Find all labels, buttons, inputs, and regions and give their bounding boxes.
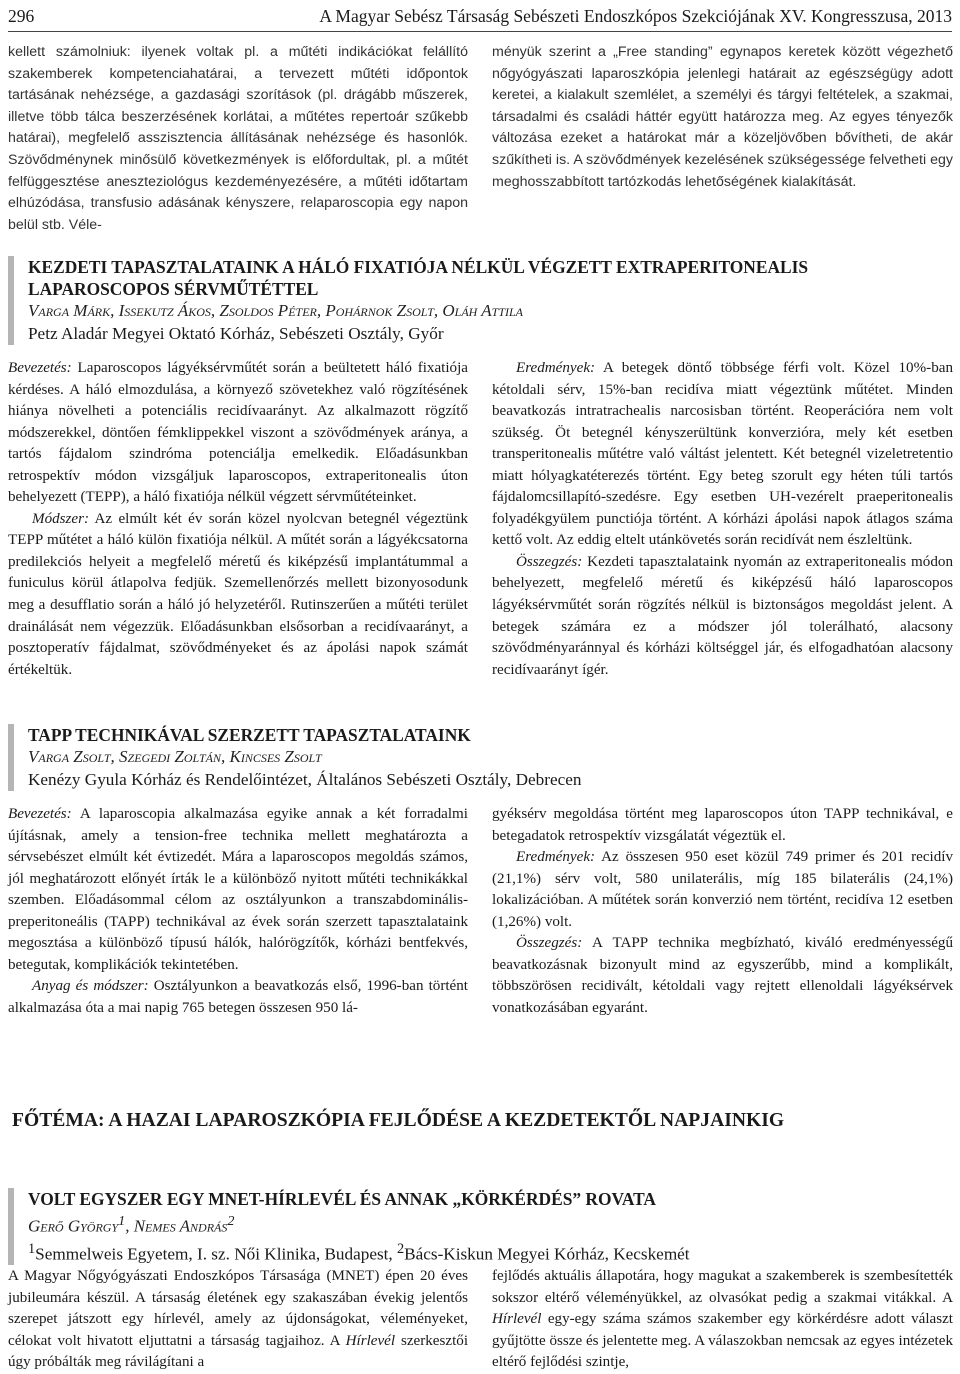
abstract2-summary-label: Összegzés: <box>516 935 583 952</box>
abstract3-left-emphasis: Hírlevél <box>345 1332 396 1349</box>
section-title: FŐTÉMA: A HAZAI LAPAROSZKÓPIA FEJLŐDÉSE A KEZDETEKTŐL NAPJAINKIG <box>12 1110 785 1131</box>
abstract1-results <box>492 358 953 552</box>
continuation-left-text: kellett számolniuk: ilyenek voltak pl. a műtéti indikációkat felállító szakemberek kompetenciahatárai, a tervezett műtéti időpontok tartásának nehézsége, a gazdasági szorítások (pl. drágább műszerek, illetve több tálca beszerzésének korlátai, a műtétes repertoár szűkebb határai), megfelelő asszisztencia állításának nehézsége és hasonlók. Szövődménynek minősülő következmények is előfordultak, pl. a műtét felfüggesztése aneszteziológus kezdeményezésére, a műtéti időtartam elhúzódása, transfusio adásának kényszere, relaparoscopia egy napon belül stb. Véle- <box>8 44 468 233</box>
abstract3-title: VOLT EGYSZER EGY MNET-HÍRLEVÉL ÉS ANNAK „KÖRKÉRDÉS” ROVATA <box>28 1189 656 1209</box>
abstract2-intro <box>8 804 468 976</box>
abstract1-authors: Varga Márk, Issekutz Ákos, Zsoldos Péter, Pohárnok Zsolt, Oláh Attila <box>28 301 524 320</box>
abstract2-method-label: Anyag és módszer: <box>32 978 149 995</box>
header-rule <box>8 31 952 32</box>
running-header <box>8 4 952 32</box>
abstract2-title: TAPP TECHNIKÁVAL SZERZETT TAPASZTALATAINK <box>28 725 471 745</box>
abstract2-summary <box>492 933 953 1019</box>
abstract3-right-emphasis: Hírlevél <box>492 1311 542 1328</box>
abstract2-intro-text: A laparoscopia alkalmazása egyike annak a két forradalmi újításnak, amely a tension-free technika mellett meghatározta a sérvsebészet elmúlt két évtizedét. Mára a laparoscopos megoldás számos, jól meghatározott előnyét írták le a különböző nyitott műtéti technikákkal szemben. Előadásommal célom az osztályunkon a transzabdominális-preperitoneális (TAPP) technikával az évek során szerzett tapasztalataink megosztása a különböző típusú hálók, halórögzítők, kórházi bentfekvés, betegutak, komplikációk tekintetében. <box>8 806 468 973</box>
abstract3-author2-sup: 2 <box>227 1213 235 1229</box>
abstract3-right-text <box>492 1266 953 1374</box>
abstract2-summary-text: A TAPP technika megbízható, kiváló eredményességű beavatkozásnak bizonyult mind az egyszerűbb, mind a komplikált, többszörösen recidivált, kétoldali vagy rejtett ellenoldali lágyéksérvek vonatkozásában egyaránt. <box>492 935 953 1016</box>
abstract2-results-text: Az összesen 950 eset közül 749 primer és 201 recidív (21,1%) sérv volt, 580 unilaterális, míg 185 bilaterális (24,1%) lokalizációban. A műtétek során konverzió nem történt, recidíva 12 esetben (1,26%) volt. <box>492 849 953 930</box>
abstract3-left-column <box>8 1266 468 1374</box>
abstract3-left-text-a: A Magyar Nőgyógyászati Endoszkópos Társasága (MNET) épen 20 éves jubileumára készül. A társaság életének egy szakaszában évekig jelentős szerepet játszott egy hírlevél, amely az újdonságokat, véleményeket, célokat volt hivatott eljuttatni a társaság tagjaihoz. A <box>8 1268 468 1349</box>
abstract2-results-label: Eredmények: <box>516 849 596 866</box>
abstract2-method <box>8 976 468 1019</box>
abstract1-intro <box>8 358 468 509</box>
abstract2-right-column <box>492 804 953 1019</box>
abstract3-heading <box>8 1188 948 1265</box>
abstract3-right-column <box>492 1266 953 1374</box>
abstract3-affil2: Bács-Kiskun Megyei Kórház, Kecskemét <box>404 1244 690 1264</box>
abstract2-results <box>492 847 953 933</box>
abstract1-method <box>8 509 468 681</box>
abstract1-summary-text: Kezdeti tapasztalataink nyomán az extraperitonealis módon behelyezett, megfelelő méretű és kiképzésű háló laparoscopos lágyéksérvműtét során rögzítés nélkül is biztonságos megoldást jelent. A betegek számára ez a módszer jól tolerálható, alacsony szövődményaránnyal és kórházi költséggel jár, és elfogadhatóan alacsony recidívaarányt ígér. <box>492 553 953 678</box>
abstract3-affiliation <box>28 1238 948 1266</box>
abstract1-intro-text: Laparoscopos lágyéksérvműtét során a beültetett háló fixatiója kérdéses. A háló elmozdulása, a környező szövetekhez való rögzítésének hiánya növelheti a potenciális recidívaarányt. Az alkalmazott rögzítő módszerekkel, döntően fémklippekkel viszont a szövődmények aránya, a tartós fájdalom szindróma potenciálja emelkedik. Előadásunkban retrospektív módon vizsgáljuk laparoscopos, extraperitonealis úton behelyezett (TEPP), a háló fixatiója nélkül végzett sérvműtéteinket. <box>8 360 468 506</box>
abstract1-heading <box>8 256 948 345</box>
abstract1-intro-label: Bevezetés: <box>8 360 72 376</box>
abstract1-summary <box>492 552 953 681</box>
abstract3-affil2-sup: 2 <box>397 1240 405 1257</box>
abstract2-continuation: gyéksérv megoldása történt meg laparoscopos úton TAPP technikával, e betegadatok retrospektív vizsgálatát végeztük el. <box>492 806 953 844</box>
abstract1-title: KEZDETI TAPASZTALATAINK A HÁLÓ FIXATIÓJA NÉLKÜL VÉGZETT EXTRAPERITONEALIS LAPAROSCOPOS SÉRVMŰTÉTTEL <box>28 257 809 299</box>
continuation-right-column <box>492 42 953 193</box>
abstract1-results-text: A betegek döntő többsége férfi volt. Közel 10%-ban kétoldali sérv, 15%-ban recidíva miatt végeztünk műtétet. Minden beavatkozás intratrachealis narcosisban történt. Reoperációra nem volt szükség. Öt betegnél kényszerültünk konverzióra, mely két esetben transperitonealis műtétre való váltást jelentett. Két betegnél vizeletretentio miatt hólyagkatéterezés történt. Egy beteg szorult egy héten túli tartós fájdalomcsillapító-szedésre. Egy esetben UH-vezérelt praeperitonealis folyadékgyülem punctiója történt. A kórházi ápolási napok átlagos száma kettő volt. Az eddig eltelt utánkövetés során recidívát nem észleltünk. <box>492 360 953 549</box>
abstract3-affil1-sup: 1 <box>28 1240 36 1257</box>
abstract1-left-column <box>8 358 468 681</box>
abstract1-results-label: Eredmények: <box>516 360 596 376</box>
abstract1-method-text: Az elmúlt két év során közel nyolcvan betegnél végeztünk TEPP műtétet a háló külön fixatiója nélkül. A műtét során a lágyékcsatorna predilekciós helyeit a megfelelő méretű és kiképzésű implantátummal a funiculus körül átlapolva fedjük. Szemellenőrzés mellett bizonyosodunk meg a desufflatio során a háló jó helyzetéről. Rutinszerűen a műtéti terület drainálását nem végezzük. Előadásunkban elsősorban a recidívaarányt, a posztoperatív fájdalmat, szövődményeket és az ápolási napok számát értékeltük. <box>8 510 468 678</box>
page-number: 296 <box>8 6 35 26</box>
abstract3-author1: Gerő György <box>28 1216 119 1236</box>
abstract2-affiliation: Kenézy Gyula Kórház és Rendelőintézet, Általános Sebészeti Osztály, Debrecen <box>28 770 582 789</box>
journal-title: A Magyar Sebész Társaság Sebészeti Endoszkópos Szekciójának XV. Kongresszusa, 2013 <box>319 6 952 26</box>
abstract3-left-text <box>8 1266 468 1374</box>
abstract3-authors <box>28 1210 948 1238</box>
abstract1-right-column <box>492 358 953 681</box>
abstract1-summary-label: Összegzés: <box>516 553 583 570</box>
abstract2-authors: Varga Zsolt, Szegedi Zoltán, Kincses Zsolt <box>28 747 322 766</box>
abstract3-left-text-b: szerkesztői úgy próbálták meg rávilágítani a <box>8 1332 469 1371</box>
abstract3-author2: Nemes András <box>133 1216 228 1236</box>
abstract3-author1-sup: 1 <box>118 1213 126 1229</box>
abstract2-method-text: Osztályunkon a beavatkozás első, 1996-ban történt alkalmazása óta a mai napig 765 betegen összesen 950 lá- <box>8 978 468 1016</box>
continuation-left-column <box>8 42 468 236</box>
continuation-right-text: ményük szerint a „Free standing” egynapos keretek között végezhető nőgyógyászati laparoszkópia jelenlegi határait az egészségügy adott keretei, a kialakult szemlélet, a személyi és tárgyi feltételek, a szakmai, társadalmi és családi háttér együtt határozza meg. Az egyes tényezők változása ezeket a határokat már a közeljövőben bővítheti, de akár szűkítheti is. A szövődmények kezelésének szükségessége felvetheti egy meghosszabbított tartózkodás lehetőségének kialakítását. <box>492 44 953 190</box>
abstract3-affil1: Semmelweis Egyetem, I. sz. Női Klinika, Budapest, <box>35 1244 397 1264</box>
abstract3-right-text-a: fejlődés aktuális állapotára, hogy magukat a szakemberek is szembesítették sokszor eltérő véleményükkel, az olvasókat pedig a szakmai vitákkal. A <box>492 1268 953 1306</box>
abstract2-intro-label: Bevezetés: <box>8 806 72 822</box>
abstract1-method-label: Módszer: <box>32 510 90 527</box>
abstract3-author-separator: , <box>125 1216 134 1236</box>
abstract3-right-text-b: egy-egy száma számos szakember egy körkérdésre adott választ gyűjtötte össze és jelentette meg. A válaszokban nemcsak az egyes intézetek eltérő fejlődési szintje, <box>492 1311 953 1371</box>
abstract2-heading <box>8 724 948 791</box>
abstract2-left-column <box>8 804 468 1019</box>
abstract1-affiliation: Petz Aladár Megyei Oktató Kórház, Sebészeti Osztály, Győr <box>28 324 444 343</box>
